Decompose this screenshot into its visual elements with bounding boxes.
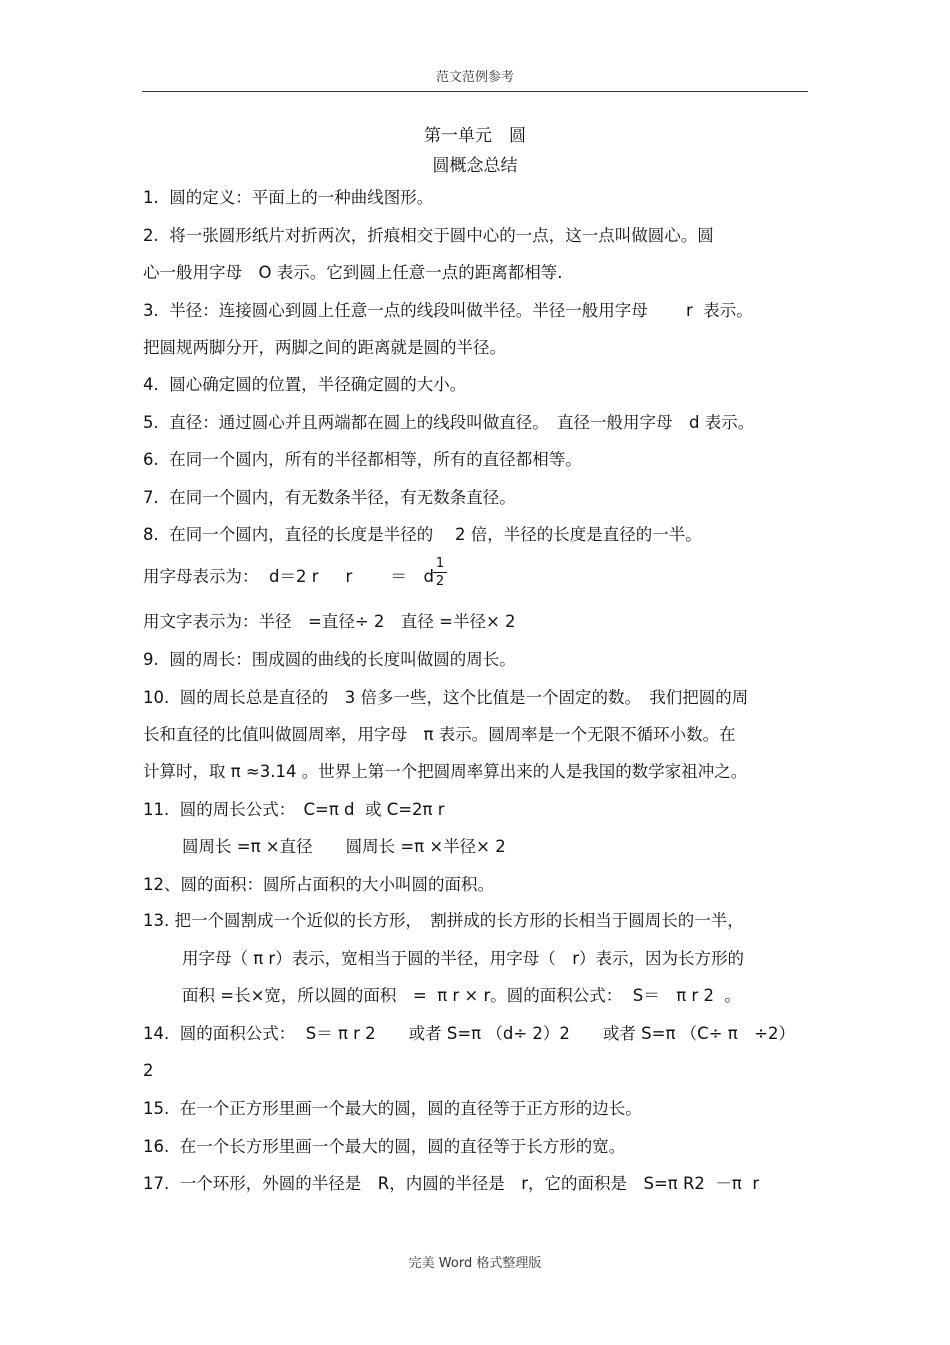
text-line: 3. 半径：连接圆心到圆上任意一点的线段叫做半径。半径一般用字母 r 表示。	[143, 301, 753, 320]
text-line: 心一般用字母 O 表示。它到圆上任意一点的距离都相等.	[143, 263, 563, 282]
page-footer: 完美 Word 格式整理版	[408, 1256, 542, 1271]
text-line: 13. 把一个圆割成一个近似的长方形， 割拼成的长方形的长相当于圆周长的一半，	[143, 911, 744, 930]
text-line: 17. 一个环形，外圆的半径是 R，内圆的半径是 r，它的面积是 S=π R2 －π r	[143, 1174, 760, 1193]
text-line: 16. 在一个长方形里画一个最大的圆，圆的直径等于长方形的宽。	[143, 1137, 626, 1156]
page-header: 范文范例参考	[435, 70, 514, 85]
fraction-bar	[433, 572, 447, 573]
text-line: 用字母表示为： d＝2 r r ＝ d	[143, 567, 434, 586]
text-line: 把圆规两脚分开，两脚之间的距离就是圆的半径。	[143, 338, 506, 357]
text-line: 11. 圆的周长公式： C=π d 或 C=2π r	[143, 800, 445, 819]
header-rule	[142, 91, 808, 92]
text-line: 9. 圆的周长：围成圆的曲线的长度叫做圆的周长。	[143, 650, 516, 669]
text-line: 面积 =长×宽，所以圆的面积 = π r × r。圆的面积公式： S＝ π r 2 。	[182, 986, 741, 1005]
text-line: 5. 直径：通过圆心并且两端都在圆上的线段叫做直径。 直径一般用字母 d 表示。	[143, 413, 755, 432]
text-line: 用字母（ π r）表示，宽相当于圆的半径，用字母（ r）表示，因为长方形的	[182, 949, 744, 968]
text-line: 8. 在同一个圆内，直径的长度是半径的 2 倍，半径的长度是直径的一半。	[143, 525, 702, 544]
text-line: 长和直径的比值叫做圆周率，用字母 π 表示。圆周率是一个无限不循环小数。在	[143, 725, 736, 744]
fraction-one-half	[433, 557, 447, 588]
text-line: 2. 将一张圆形纸片对折两次，折痕相交于圆中心的一点，这一点叫做圆心。圆	[143, 226, 714, 245]
fraction-denominator: 2	[435, 574, 445, 589]
text-line: 12、圆的面积：圆所占面积的大小叫圆的面积。	[143, 875, 494, 894]
text-line: 4. 圆心确定圆的位置，半径确定圆的大小。	[143, 375, 467, 394]
text-line: 7. 在同一个圆内，有无数条半径，有无数条直径。	[143, 488, 516, 507]
text-line: 计算时，取 π ≈3.14 。世界上第一个把圆周率算出来的人是我国的数学家祖冲之。	[143, 762, 748, 781]
text-line: 10. 圆的周长总是直径的 3 倍多一些，这个比值是一个固定的数。 我们把圆的周	[143, 688, 749, 707]
text-line: 14. 圆的面积公式： S＝ π r 2 或者 S=π （d÷ 2）2 或者 S=π （C÷ π ÷2）	[143, 1024, 795, 1043]
text-line: 用文字表示为：半径 =直径÷ 2 直径 =半径× 2	[143, 612, 516, 631]
fraction-numerator: 1	[435, 556, 445, 571]
unit-title: 第一单元 圆	[424, 126, 526, 146]
section-title: 圆概念总结	[432, 156, 518, 176]
text-line: 6. 在同一个圆内，所有的半径都相等，所有的直径都相等。	[143, 450, 582, 469]
text-line: 15. 在一个正方形里画一个最大的圆，圆的直径等于正方形的边长。	[143, 1099, 642, 1118]
text-line: 1. 圆的定义：平面上的一种曲线图形。	[143, 188, 434, 207]
text-line: 2	[143, 1061, 154, 1080]
text-line: 圆周长 =π ×直径 圆周长 =π ×半径× 2	[182, 837, 506, 856]
